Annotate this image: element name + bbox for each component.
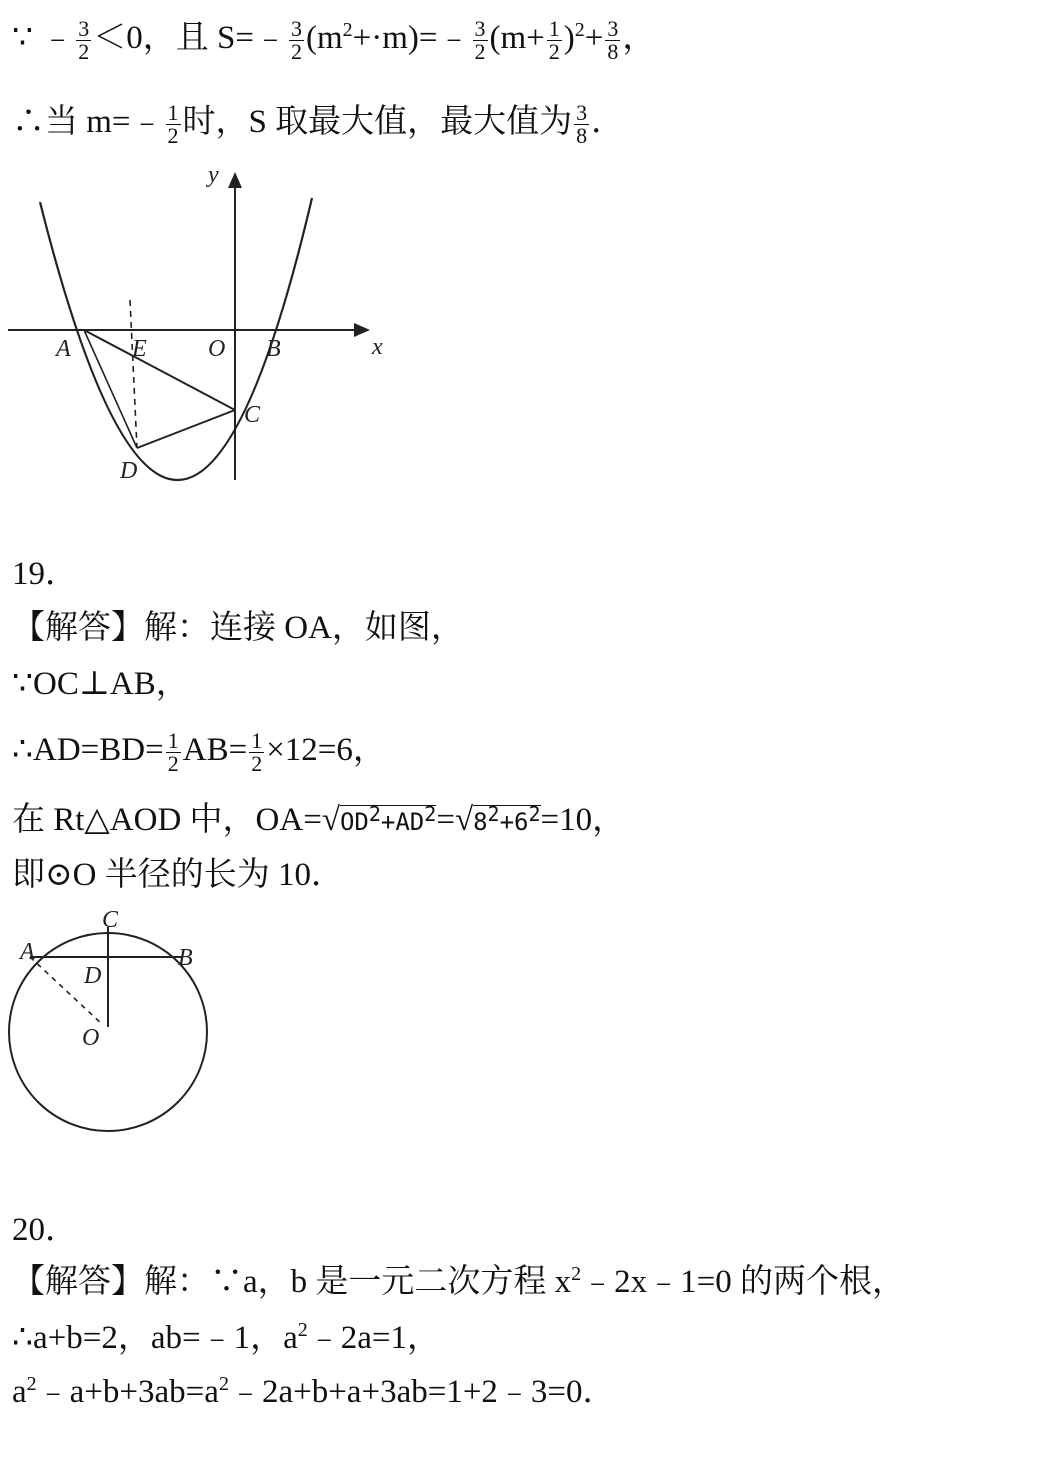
fraction: $\frac{3}{8}$ xyxy=(576,100,588,148)
label-b: B xyxy=(266,336,281,362)
fraction: $\frac{1}{2}$ xyxy=(251,728,263,776)
segment-dc xyxy=(137,410,235,448)
label-e: E xyxy=(132,336,147,362)
q20-line-3: $a^2﹣a+b+3ab=a^2﹣2a+b+a+3ab=1+2﹣3=0$． xyxy=(12,1373,616,1410)
label-o: O xyxy=(208,336,226,362)
label-y: y xyxy=(208,162,219,188)
x-axis-arrow xyxy=(354,323,370,337)
sqrt-2: $8^2+6^2$ xyxy=(473,802,541,836)
q19-line-5: 即⊙O 半径的长为 10． xyxy=(12,857,344,893)
dashed-line-de xyxy=(130,300,137,448)
fraction: $\frac{1}{2}$ xyxy=(167,100,179,148)
label-c: C xyxy=(244,402,261,428)
label-a: A xyxy=(20,939,35,965)
q19-line-2: ∵OC⊥AB， xyxy=(12,666,189,702)
y-axis-arrow xyxy=(228,172,242,188)
fraction: $\frac{3}{2}$ xyxy=(290,16,302,64)
q19-line-4: 在 Rt△AOD 中，$OA=√OD^2+AD^2=√8^2+6^2=10$， xyxy=(12,802,626,838)
circle-figure xyxy=(0,905,220,1135)
fraction: $\frac{1}{2}$ xyxy=(167,728,179,776)
q20-line-2: ∴a+b=2，ab=﹣1，$a^2﹣2a=1$， xyxy=(12,1319,441,1356)
fraction: $\frac{1}{2}$ xyxy=(548,16,560,64)
segment-ad xyxy=(84,330,137,448)
label-d: D xyxy=(120,458,138,484)
equation-line-2: ∴当 m=﹣ $\frac{1}{2}$ 时，S 取最大值，最大值为 $\frac{3}{8}$ ． xyxy=(12,100,625,148)
equation-line-1: ∵ ﹣ $\frac{3}{2}$ ＜0，且 S=﹣ $\frac{3}{2}$ $(m^2+\cdot m)=﹣$ $\frac{3}{2}$ (m+ $\frac{1}{2}$ )$^2$+ $\frac{3}{8}$ ， xyxy=(12,16,656,64)
fraction: $\frac{3}{2}$ xyxy=(474,16,486,64)
fraction: $\frac{3}{8}$ xyxy=(607,16,619,64)
label-b: B xyxy=(178,945,193,971)
q19-number: 19． xyxy=(12,556,78,592)
fraction: $\frac{3}{2}$ xyxy=(78,16,90,64)
label-d: D xyxy=(84,963,102,989)
q19-line-3: ∴AD=BD= $\frac{1}{2}$ AB= $\frac{1}{2}$ ×12=6， xyxy=(12,728,386,776)
sqrt-1: $OD^2+AD^2$ xyxy=(339,802,437,836)
label-x: x xyxy=(372,334,383,360)
label-o: O xyxy=(82,1025,100,1051)
label-c: C xyxy=(102,907,119,933)
sqrt-sign: √ xyxy=(454,802,474,838)
q20-line-1: 【解答】解：∵a，b 是一元二次方程 $x^2﹣2x﹣1=0$ 的两个根， xyxy=(12,1263,906,1300)
parabola-figure xyxy=(0,160,400,490)
q19-line-1: 【解答】解：连接 OA，如图， xyxy=(12,610,464,646)
q20-number: 20． xyxy=(12,1212,78,1248)
label-a: A xyxy=(56,336,71,362)
sqrt-sign: √ xyxy=(321,802,340,838)
